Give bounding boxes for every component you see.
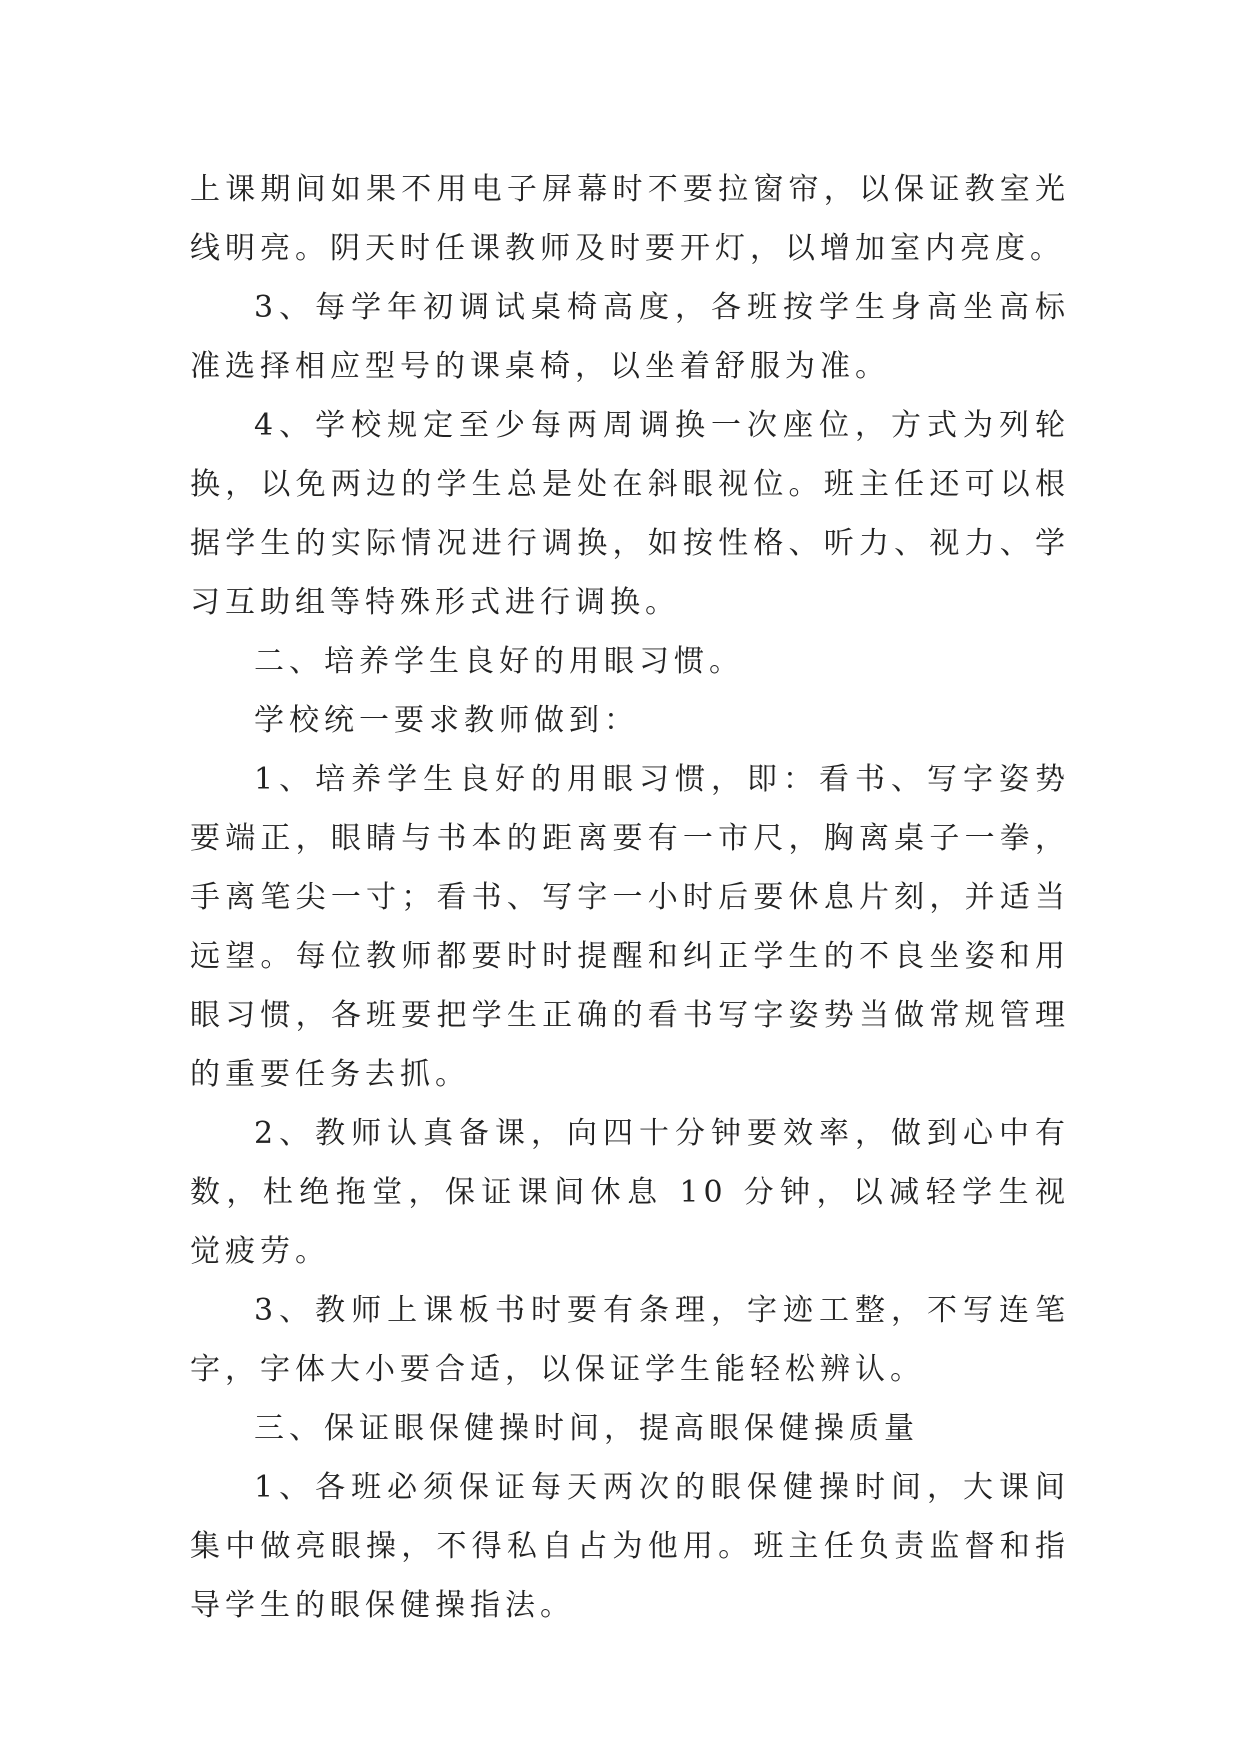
section-heading-2: 二、培养学生良好的用眼习惯。 [254, 644, 744, 679]
paragraph-intro: 学校统一要求教师做到： [254, 703, 639, 738]
paragraph-item-3-blackboard: 3、教师上课板书时要有条理，字迹工整，不写连笔字，字体大小要合适，以保证学生能轻松辨认。 [190, 1293, 1070, 1387]
document-body [190, 160, 1070, 1635]
paragraph-item-1-habits: 1、培养学生良好的用眼习惯，即：看书、写字姿势要端正，眼睛与书本的距离要有一市尺，胸离桌子一拳，手离笔尖一寸；看书、写字一小时后要休息片刻，并适当远望。每位教师都要时时提醒和纠正学生的不良坐姿和用眼习惯，各班要把学生正确的看书写字姿势当做常规管理的重要任务去抓。 [190, 762, 1070, 1092]
paragraph-continued: 上课期间如果不用电子屏幕时不要拉窗帘，以保证教室光线明亮。阴天时任课教师及时要开灯，以增加室内亮度。 [190, 172, 1070, 266]
paragraph-item-2-lessons: 2、教师认真备课，向四十分钟要效率，做到心中有数，杜绝拖堂，保证课间休息 10 分钟，以减轻学生视觉疲劳。 [190, 1116, 1070, 1269]
paragraph-item-4-seats: 4、学校规定至少每两周调换一次座位，方式为列轮换，以免两边的学生总是处在斜眼视位。班主任还可以根据学生的实际情况进行调换，如按性格、听力、视力、学习互助组等特殊形式进行调换。 [190, 408, 1070, 620]
paragraph-item-1-eye-exercise: 1、各班必须保证每天两次的眼保健操时间，大课间集中做亮眼操，不得私自占为他用。班主任负责监督和指导学生的眼保健操指法。 [190, 1470, 1070, 1623]
paragraph-item-3-desks: 3、每学年初调试桌椅高度，各班按学生身高坐高标准选择相应型号的课桌椅，以坐着舒服为准。 [190, 290, 1070, 384]
section-heading-3: 三、保证眼保健操时间，提高眼保健操质量 [254, 1411, 919, 1446]
